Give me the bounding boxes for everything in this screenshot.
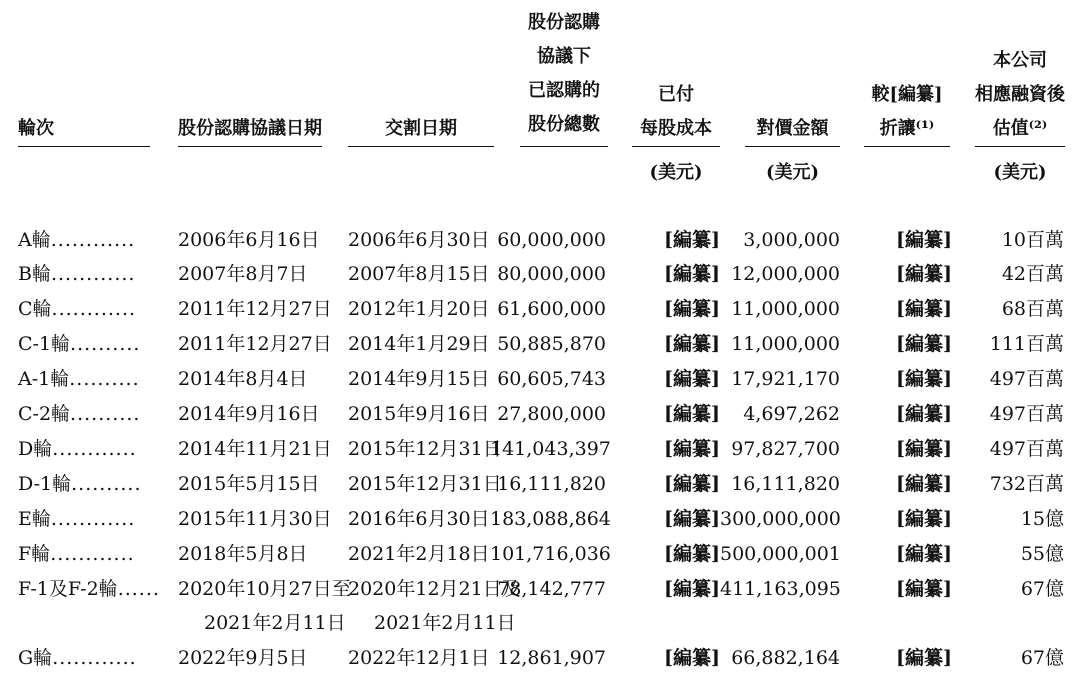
cell-completion-date: 2016年6月30日 — [348, 508, 490, 530]
cell-discount: [編纂] — [896, 473, 952, 495]
cell-completion-date: 2021年2月18日 — [348, 543, 490, 565]
round-label: D-1輪 — [18, 473, 72, 495]
rule-agreement-date — [178, 146, 322, 147]
cell-completion-date: 2014年9月15日 — [348, 368, 490, 390]
leader-dots: .......... — [69, 368, 140, 390]
cell-total-shares: 12,861,907 — [497, 647, 606, 669]
cell-agreement-date: 2011年12月27日 — [178, 298, 332, 320]
unit-consideration: (美元) — [765, 162, 820, 183]
round-label: A-1輪 — [18, 368, 70, 390]
cell-agreement-date: 2022年9月5日 — [178, 647, 308, 669]
round-label: G輪 — [18, 647, 53, 669]
leader-dots: ............ — [52, 438, 137, 460]
cell-round — [18, 362, 168, 396]
cell-round — [18, 327, 168, 361]
unit-cost-per-share: (美元) — [649, 162, 703, 183]
table-row — [0, 397, 1080, 431]
cell-total-shares: 16,111,820 — [497, 473, 606, 495]
table-row — [0, 362, 1080, 396]
cell-valuation: 497百萬 — [989, 403, 1064, 425]
cell-consideration: 411,163,095 — [720, 578, 841, 600]
leader-dots: .......... — [70, 333, 141, 355]
cell-cost-per-share: [編纂] — [664, 368, 720, 390]
leader-dots: ............ — [51, 298, 137, 320]
cell-completion-date: 2007年8月15日 — [348, 263, 490, 285]
leader-dots: ............ — [50, 508, 136, 530]
cell-completion-date: 2015年9月16日 — [348, 403, 490, 425]
cell-round — [18, 223, 168, 257]
round-label: C輪 — [18, 298, 52, 320]
cell-agreement-date: 2018年5月8日 — [178, 543, 308, 565]
leader-dots: ............ — [50, 263, 136, 285]
cell-discount: [編纂] — [896, 578, 952, 600]
cell-completion-date: 2014年1月29日 — [348, 333, 490, 355]
cell-discount: [編纂] — [896, 263, 952, 285]
header-valuation-line-3: 估值⁽²⁾ — [992, 118, 1048, 139]
cell-consideration: 3,000,000 — [743, 229, 840, 251]
cell-cost-per-share: [編纂] — [664, 403, 720, 425]
unit-valuation: (美元) — [993, 162, 1047, 183]
header-round — [18, 112, 148, 146]
cell-completion-date: 2022年12月1日 — [348, 647, 490, 669]
cell-discount: [編纂] — [896, 543, 952, 565]
cell-valuation: 67億 — [1020, 647, 1064, 669]
cell-round — [18, 397, 168, 431]
header-round-line: 輪次 — [18, 118, 54, 139]
cell-round — [18, 432, 168, 466]
rule-cost-per-share — [632, 146, 720, 147]
leader-dots: ............ — [52, 647, 137, 669]
cell-total-shares: 50,885,870 — [497, 333, 606, 355]
cell-cost-per-share: [編纂] — [664, 229, 720, 251]
table-row — [0, 327, 1080, 361]
cell-cost-per-share: [編纂] — [664, 578, 720, 600]
cell-consideration: 11,000,000 — [731, 298, 840, 320]
table-row — [0, 467, 1080, 501]
cell-total-shares: 61,600,000 — [497, 298, 606, 320]
cell-consideration: 11,000,000 — [731, 333, 840, 355]
cell-valuation: 67億 — [1020, 578, 1064, 600]
cell-discount: [編纂] — [896, 647, 952, 669]
round-label: F-1及F-2輪 — [18, 578, 118, 600]
cell-consideration: 12,000,000 — [731, 263, 840, 285]
cell-valuation: 732百萬 — [989, 473, 1064, 495]
rule-round — [18, 146, 150, 147]
cell-consideration: 66,882,164 — [731, 647, 840, 669]
header-discount — [864, 78, 950, 146]
cell-cost-per-share: [編纂] — [664, 298, 720, 320]
leader-dots: ............ — [50, 543, 135, 565]
cell-discount: [編纂] — [896, 368, 952, 390]
cell-total-shares: 101,716,036 — [490, 543, 611, 565]
cell-total-shares: 60,000,000 — [497, 229, 606, 251]
header-cost-per-share-line-1: 已付 — [658, 84, 694, 105]
cell-round — [18, 641, 168, 675]
cell-consideration: 17,921,170 — [731, 368, 840, 390]
header-total-shares — [520, 6, 608, 142]
header-valuation-line-1: 本公司 — [993, 50, 1047, 71]
cell-cost-per-share: [編纂] — [664, 263, 720, 285]
cell-discount: [編纂] — [896, 438, 952, 460]
round-label: D輪 — [18, 438, 53, 460]
header-total-shares-line-2: 協議下 — [537, 46, 591, 67]
table-row — [0, 641, 1080, 675]
header-cost-per-share-line-2: 每股成本 — [640, 118, 712, 139]
cell-agreement-date: 2014年8月4日 — [178, 368, 308, 390]
cell-valuation: 15億 — [1020, 508, 1064, 530]
cell-agreement-date: 2006年6月16日 — [178, 229, 320, 251]
rule-consideration — [745, 146, 840, 147]
cell-agreement-date-continued: 2021年2月11日 — [204, 612, 346, 634]
leader-dots: .......... — [70, 403, 141, 425]
cell-agreement-date: 2007年8月7日 — [178, 263, 308, 285]
table-row — [0, 257, 1080, 291]
header-cost-per-share — [632, 78, 720, 146]
cell-round — [18, 467, 168, 501]
header-discount-line-1: 較[編纂] — [871, 84, 943, 105]
cell-total-shares: 27,800,000 — [497, 403, 606, 425]
cell-consideration: 97,827,700 — [731, 438, 840, 460]
cell-consideration: 300,000,000 — [720, 508, 841, 530]
cell-discount: [編纂] — [896, 298, 952, 320]
header-agreement-date-line: 股份認購協議日期 — [178, 118, 322, 139]
cell-discount: [編纂] — [896, 229, 952, 251]
header-completion-date-line: 交割日期 — [385, 118, 457, 139]
cell-round — [18, 537, 168, 571]
table-row — [0, 502, 1080, 536]
round-label: B輪 — [18, 263, 51, 285]
header-total-shares-line-3: 已認購的 — [528, 80, 600, 101]
cell-consideration: 4,697,262 — [743, 403, 840, 425]
cell-agreement-date: 2011年12月27日 — [178, 333, 332, 355]
leader-dots: ............ — [50, 229, 136, 251]
cell-agreement-date: 2014年9月16日 — [178, 403, 320, 425]
cell-total-shares: 80,000,000 — [497, 263, 606, 285]
rule-valuation — [975, 146, 1065, 147]
table-row — [0, 223, 1080, 257]
cell-round — [18, 502, 168, 536]
cell-total-shares: 141,043,397 — [490, 438, 611, 460]
table-row — [0, 292, 1080, 326]
cell-total-shares: 78,142,777 — [497, 578, 606, 600]
rule-completion-date — [348, 146, 494, 147]
table-row — [0, 572, 1080, 606]
header-agreement-date — [178, 112, 322, 146]
cell-consideration: 500,000,001 — [720, 543, 841, 565]
cell-consideration: 16,111,820 — [731, 473, 840, 495]
cell-discount: [編纂] — [896, 508, 952, 530]
cell-completion-date: 2006年6月30日 — [348, 229, 490, 251]
cell-valuation: 111百萬 — [989, 333, 1064, 355]
cell-cost-per-share: [編纂] — [664, 438, 720, 460]
header-consideration — [745, 112, 840, 146]
cell-valuation: 55億 — [1020, 543, 1064, 565]
cell-valuation: 497百萬 — [989, 368, 1064, 390]
header-consideration-line: 對價金額 — [756, 118, 829, 139]
cell-cost-per-share: [編纂] — [664, 647, 720, 669]
leader-dots: ...... — [117, 578, 160, 600]
cell-valuation: 68百萬 — [1001, 298, 1064, 320]
header-valuation-line-2: 相應融資後 — [975, 84, 1065, 105]
cell-cost-per-share: [編纂] — [664, 333, 720, 355]
cell-agreement-date: 2015年11月30日 — [178, 508, 332, 530]
cell-completion-date: 2020年12月21日及 — [348, 578, 521, 600]
cell-total-shares: 183,088,864 — [490, 508, 611, 530]
cell-round — [18, 292, 168, 326]
round-label: F輪 — [18, 543, 51, 565]
cell-total-shares: 60,605,743 — [497, 368, 606, 390]
cell-completion-date: 2015年12月31日 — [348, 473, 502, 495]
round-label: C-1輪 — [18, 333, 71, 355]
rule-total-shares — [520, 146, 608, 147]
round-label: C-2輪 — [18, 403, 71, 425]
cell-completion-date: 2015年12月31日 — [348, 438, 502, 460]
cell-round — [18, 572, 168, 606]
header-valuation — [975, 44, 1065, 146]
header-completion-date — [348, 112, 494, 146]
cell-cost-per-share: [編纂] — [664, 543, 720, 565]
cell-discount: [編纂] — [896, 333, 952, 355]
cell-agreement-date: 2014年11月21日 — [178, 438, 332, 460]
header-total-shares-line-4: 股份總數 — [528, 114, 600, 135]
rule-discount — [864, 146, 950, 147]
round-label: E輪 — [18, 508, 51, 530]
leader-dots: .......... — [71, 473, 142, 495]
cell-valuation: 10百萬 — [1001, 229, 1064, 251]
table-row — [0, 432, 1080, 466]
cell-agreement-date: 2015年5月15日 — [178, 473, 320, 495]
cell-completion-date-continued: 2021年2月11日 — [374, 612, 516, 634]
cell-valuation: 42百萬 — [1001, 263, 1064, 285]
round-label: A輪 — [18, 229, 51, 251]
cell-cost-per-share: [編纂] — [664, 473, 720, 495]
table-row — [0, 537, 1080, 571]
cell-cost-per-share: [編纂] — [664, 508, 720, 530]
cell-round — [18, 257, 168, 291]
cell-completion-date: 2012年1月20日 — [348, 298, 490, 320]
cell-agreement-date: 2020年10月27日至 — [178, 578, 351, 600]
header-discount-line-2: 折讓⁽¹⁾ — [879, 118, 935, 139]
header-total-shares-line-1: 股份認購 — [528, 12, 600, 33]
cell-discount: [編纂] — [896, 403, 952, 425]
cell-valuation: 497百萬 — [989, 438, 1064, 460]
